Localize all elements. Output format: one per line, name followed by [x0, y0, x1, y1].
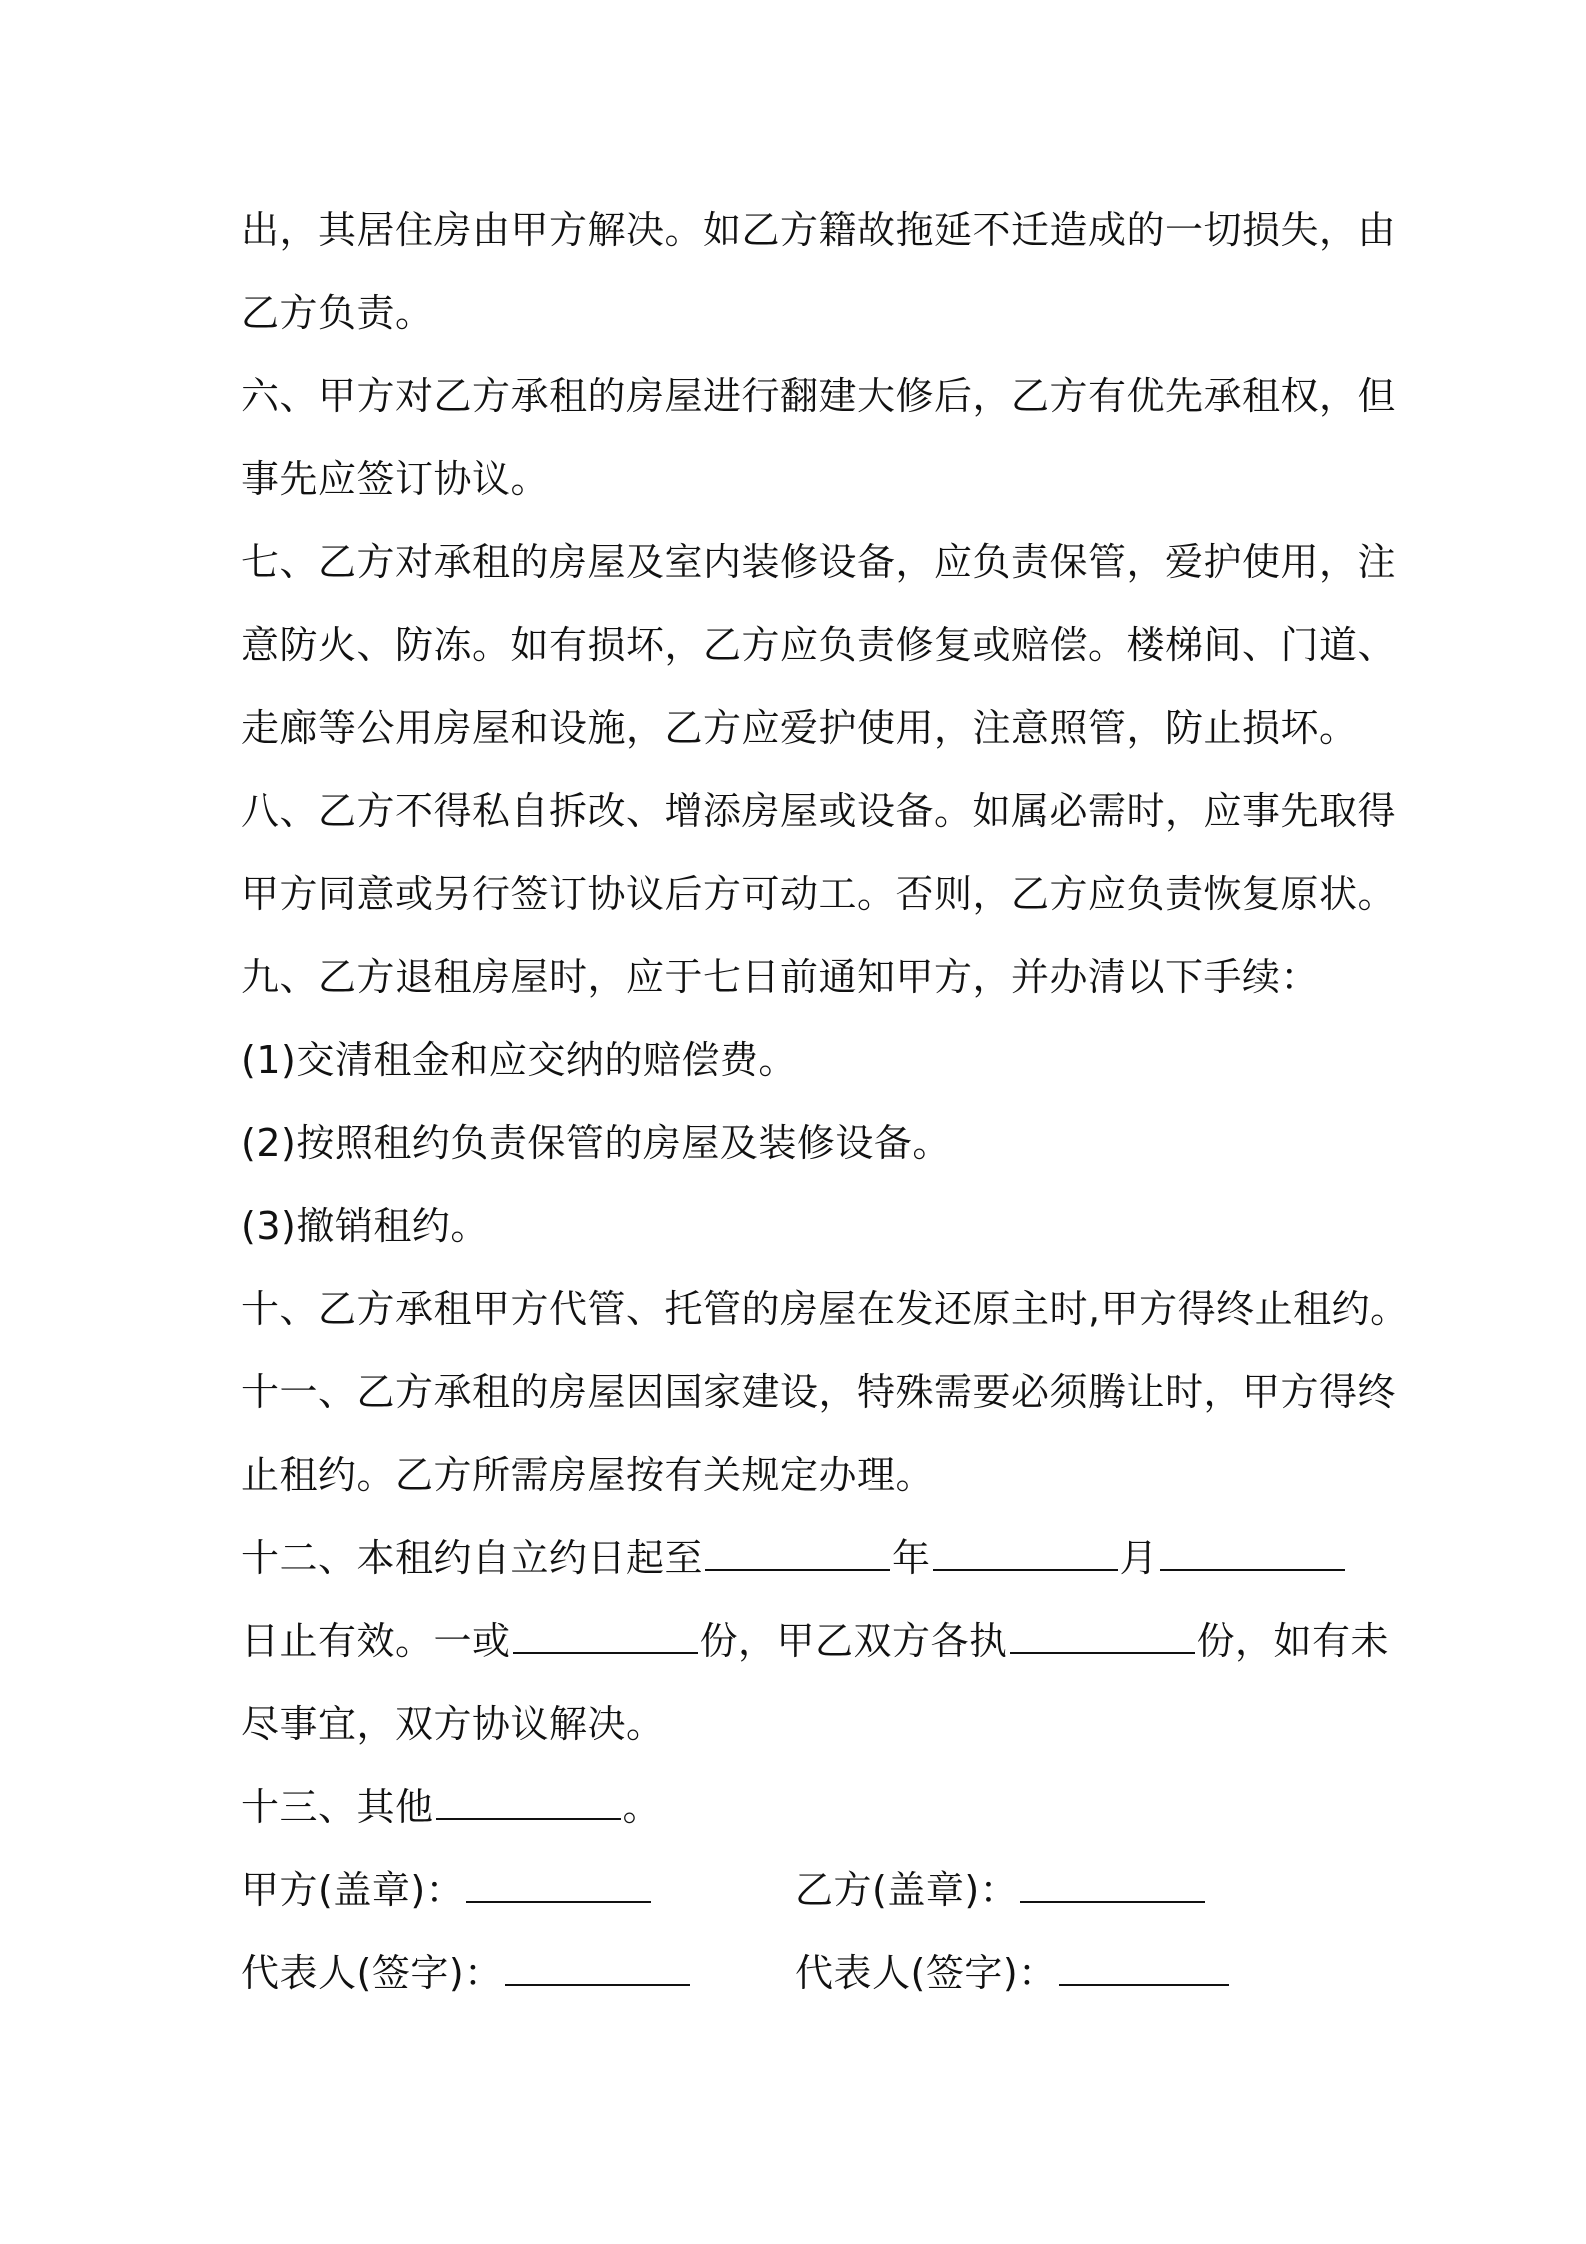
- rep-a-row: [241, 1931, 692, 2015]
- party-b-seal-row: [795, 1848, 1207, 1932]
- month-label: 月: [1119, 1536, 1159, 1580]
- clause-7-line: 七、乙方对承租的房屋及室内装修设备，应负责保管，爱护使用，注: [241, 540, 1397, 584]
- list-item: (2)按照租约负责保管的房屋及装修设备。: [241, 1121, 951, 1165]
- text-line: 出，其居住房由甲方解决。如乙方籍故拖延不迁造成的一切损失，由: [241, 208, 1397, 252]
- clause-12-line: [241, 1516, 1347, 1600]
- rep-b-row: [795, 1931, 1231, 2015]
- text-line: 事先应签订协议。: [241, 457, 550, 501]
- clause-12-line: 尽事宜，双方协议解决。: [241, 1702, 665, 1746]
- text-line: 乙方负责。: [241, 291, 434, 335]
- party-a-seal-row: [241, 1848, 653, 1932]
- clause-11-line: 十一、乙方承租的房屋因国家建设，特殊需要必须腾让时，甲方得终: [241, 1370, 1397, 1414]
- clause-12-line: [241, 1599, 1389, 1683]
- text-line: 走廊等公用房屋和设施，乙方应爱护使用，注意照管，防止损坏。: [241, 706, 1358, 750]
- clause-6-line: 六、甲方对乙方承租的房屋进行翻建大修后，乙方有优先承租权，但: [241, 374, 1397, 418]
- party-b-seal-label: 乙方(盖章)：: [795, 1868, 1019, 1912]
- clause-12-text: 十二、本租约自立约日起至: [241, 1536, 704, 1580]
- blank-field[interactable]: [513, 1612, 698, 1654]
- blank-field[interactable]: [436, 1778, 621, 1820]
- text-line: 意防火、防冻。如有损坏，乙方应负责修复或赔偿。楼梯间、门道、: [241, 623, 1397, 667]
- list-item: (3)撤销租约。: [241, 1204, 489, 1248]
- party-a-seal-label: 甲方(盖章)：: [241, 1868, 465, 1912]
- clause-13-text: 十三、其他: [241, 1785, 434, 1829]
- clause-12-text: 份，甲乙双方各执: [699, 1619, 1008, 1663]
- blank-field[interactable]: [705, 1529, 890, 1571]
- rep-a-field[interactable]: [505, 1944, 690, 1986]
- period: 。: [622, 1785, 662, 1829]
- year-label: 年: [892, 1536, 931, 1580]
- clause-8-line: 八、乙方不得私自拆改、增添房屋或设备。如属必需时，应事先取得: [241, 789, 1397, 833]
- party-b-seal-field[interactable]: [1020, 1861, 1205, 1903]
- text-line: 止租约。乙方所需房屋按有关规定办理。: [241, 1453, 935, 1497]
- text-line: 甲方同意或另行签订协议后方可动工。否则，乙方应负责恢复原状。: [241, 872, 1397, 916]
- clause-13-line: [241, 1765, 661, 1849]
- clause-9-line: 九、乙方退租房屋时，应于七日前通知甲方，并办清以下手续：: [241, 955, 1320, 999]
- blank-field[interactable]: [1010, 1612, 1195, 1654]
- clause-12-text: 份，如有未: [1196, 1619, 1390, 1663]
- rep-a-label: 代表人(签字)：: [241, 1951, 503, 1995]
- list-item: (1)交清租金和应交纳的赔偿费。: [241, 1038, 797, 1082]
- rep-b-field[interactable]: [1059, 1944, 1229, 1986]
- party-a-seal-field[interactable]: [466, 1861, 651, 1903]
- clause-12-text: 日止有效。一或: [241, 1619, 511, 1663]
- blank-field[interactable]: [1160, 1529, 1345, 1571]
- clause-10-line: 十、乙方承租甲方代管、托管的房屋在发还原主时,甲方得终止租约。: [241, 1287, 1409, 1331]
- blank-field[interactable]: [933, 1529, 1118, 1571]
- rep-b-label: 代表人(签字)：: [795, 1951, 1057, 1995]
